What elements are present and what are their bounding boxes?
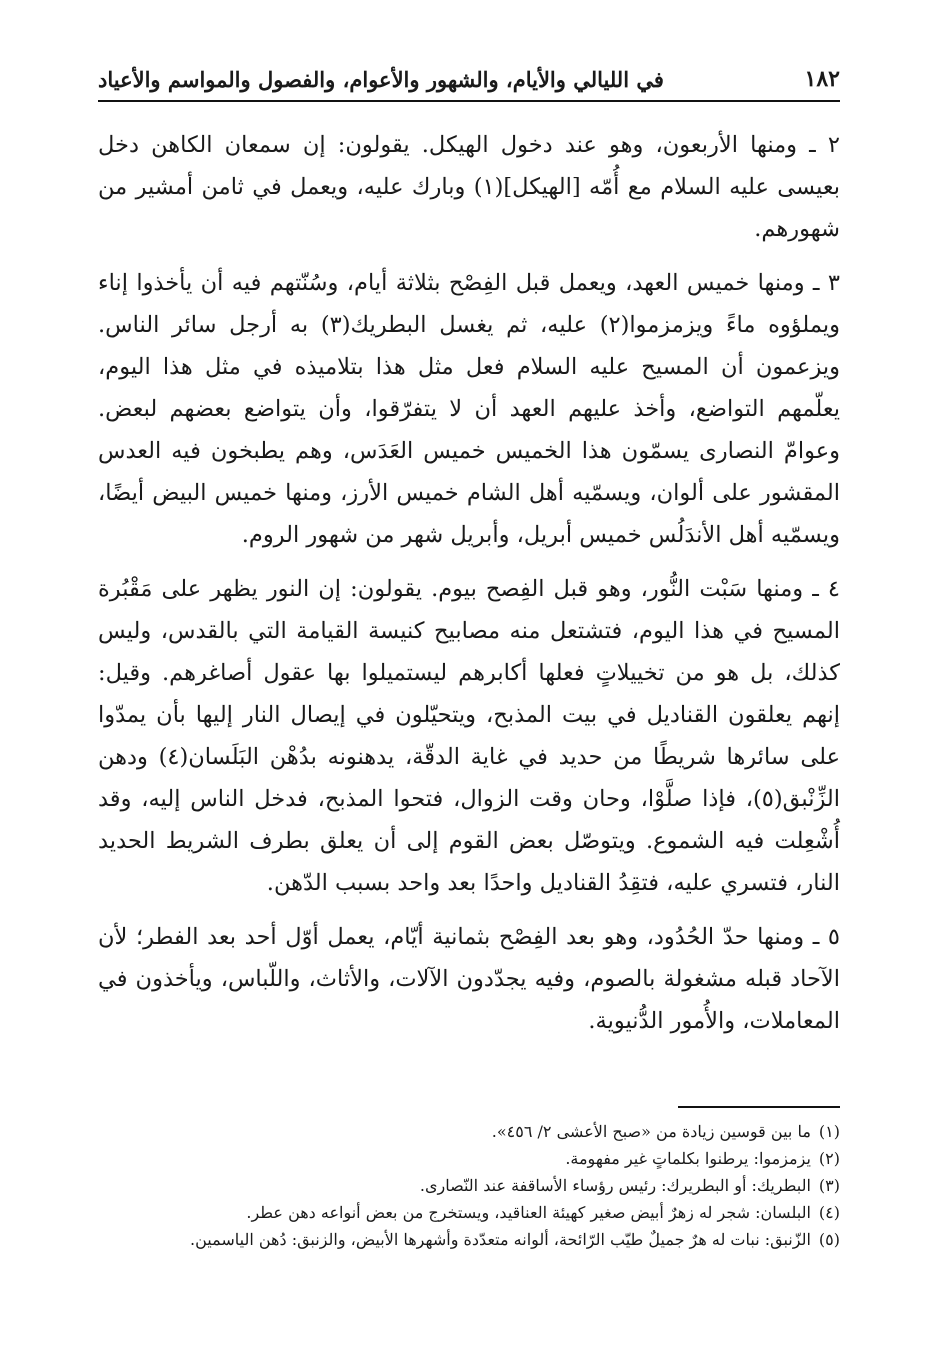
paragraph: ٥ ـ ومنها حدّ الحُدُود، وهو بعد الفِصْح بثمانية أيّام، يعمل أوّل أحد بعد الفطر؛ لأن الآحاد قبله مشغولة بالصوم، وفيه يجدّدون الآلات، والأثاث، واللّباس، ويأخذون في المعاملات، والأُمور الدُّنيوية.: [98, 924, 840, 1034]
footnote-text: الزّنبق: نبات له هرٌ جميلٌ طيّب الرّائحة، ألوانه متعدّدة وأشهرها الأبيض، والزنبق: دُهن الياسمين.: [190, 1230, 811, 1249]
footnote-text: يزمزموا: يرطنوا بكلماتٍ غير مفهومة.: [565, 1149, 811, 1168]
paragraph: ٢ ـ ومنها الأربعون، وهو عند دخول الهيكل. يقولون: إن سمعان الكاهن دخل بعيسى عليه السلام مع أُمّه [الهيكل](١) وبارك عليه، ويعمل في ثامن أمشير من شهورهم.: [98, 132, 840, 242]
paragraph: ٣ ـ ومنها خميس العهد، ويعمل قبل الفِصْح بثلاثة أيام، وسُنّتهم فيه أن يأخذوا إناء ويملؤوه ماءً ويزمزموا(٢) عليه، ثم يغسل البطريك(٣) به أرجل سائر الناس. ويزعمون أن المسيح عليه السلام فعل مثل هذا بتلاميذه في مثل هذا اليوم، يعلّمهم التواضع، وأخذ عليهم العهد أن لا يتفرّقوا، وأن يتواضع بعضهم لبعض. وعوامّ النصارى يسمّون هذا الخميس خميس العَدَس، وهم يطبخون فيه العدس المقشور على ألوان، ويسمّيه أهل الشام خميس الأرز، ومنها خميس البيض أيضًا، ويسمّيه أهل الأندَلُس خميس أبريل، وأبريل شهر من شهور الروم.: [98, 270, 841, 548]
footnote: [98, 1199, 840, 1226]
footnote-text: البلسان: شجر له زهرٌ أبيض صغير كهيئة العناقيد، ويستخرج من بعض أنواعه دهن عطر.: [246, 1203, 811, 1222]
footnote: [98, 1226, 840, 1253]
footnote-text: ما بين قوسين زيادة من «صبح الأعشى ٢/ ٤٥٦».: [491, 1122, 811, 1141]
footnote: [98, 1118, 840, 1145]
footnote-number: (١): [818, 1122, 840, 1141]
footnotes: [98, 1118, 840, 1253]
page-header: [98, 62, 840, 102]
footnote: [98, 1172, 840, 1199]
footnote-number: (٤): [818, 1203, 840, 1222]
page-number: ١٨٢: [804, 66, 840, 92]
footnote-number: (٢): [818, 1149, 840, 1168]
footnote-number: (٣): [818, 1176, 840, 1195]
footnote-separator: [678, 1106, 840, 1108]
footnote-number: (٥): [818, 1230, 840, 1249]
paragraph: ٤ ـ ومنها سَبْت النُّور، وهو قبل الفِصح بيوم. يقولون: إن النور يظهر على مَقْبُرة المسيح في هذا اليوم، فتشتعل منه مصابيح كنيسة القيامة التي بالقدس، وليس كذلك، بل هو من تخييلاتٍ فعلها أكابرهم ليستميلوا بها عقول أصاغرهم. وقيل: إنهم يعلقون القناديل في بيت المذبح، ويتحيّلون في إيصال النار إليها بأن يمدّوا على سائرها شريطًا من حديد في غاية الدقّة، يدهنونه بدُهْن البَلَسان(٤) ودهن الزِّنْبق(٥)، فإذا صلَّوْا، وحان وقت الزوال، فتحوا المذبح، فدخل الناس إليه، وقد أُشْعِلت فيه الشموع. ويتوصّل بعض القوم إلى أن يعلق بطرف الشريط الحديد النار، فتسري عليه، فتقِدُ القناديل واحدًا بعد واحد بسبب الدّهن.: [98, 576, 841, 896]
main-text: [98, 124, 840, 1054]
footnote: [98, 1145, 840, 1172]
running-title: في الليالي والأيام، والشهور والأعوام، والفصول والمواسم والأعياد: [98, 67, 664, 92]
footnote-text: البطريك: أو البطريرك: رئيس رؤساء الأساقفة عند النّصارى.: [419, 1176, 811, 1195]
